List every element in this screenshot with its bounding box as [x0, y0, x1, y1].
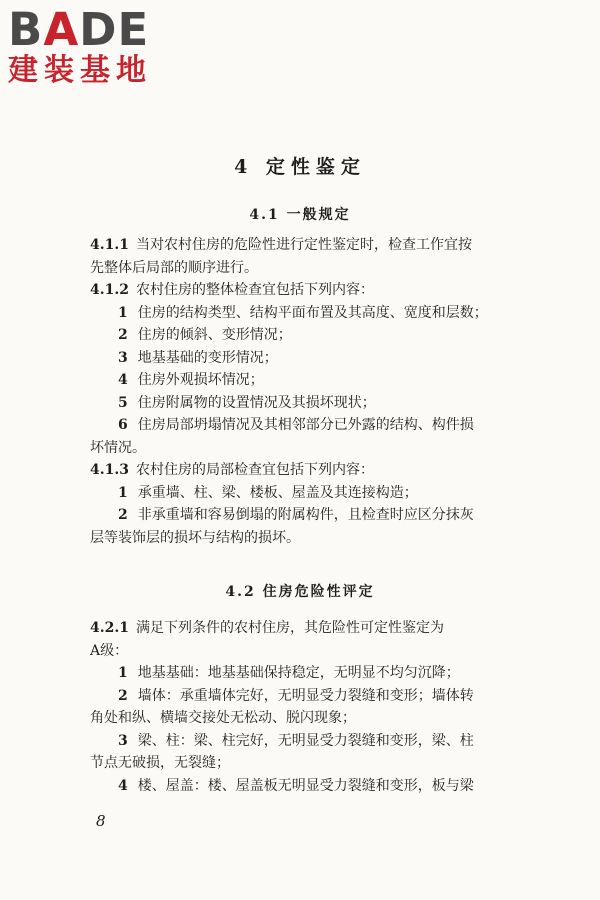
text-line [90, 707, 502, 730]
line-text: 住房外观损坏情况； [137, 372, 264, 388]
item-number: 1 [118, 304, 128, 321]
text-line [90, 257, 502, 280]
clause-number: 4.2.1 [90, 620, 129, 636]
section-heading-4-1: 4.1 一般规定 [249, 207, 351, 223]
logo-wordmark: BADE [8, 3, 150, 56]
item-number: 1 [118, 665, 128, 681]
brand-logo [8, 3, 178, 88]
item-number: 1 [118, 484, 128, 501]
text-line [90, 685, 502, 708]
item-number: 6 [118, 417, 128, 433]
item-number: 3 [118, 732, 128, 749]
line-text: 承重墙、柱、梁、楼板、屋盖及其连接构造； [137, 484, 418, 501]
line-text: 节点无破损，无裂缝； [90, 755, 230, 771]
text-line [90, 437, 502, 460]
text-line [90, 279, 502, 302]
text-line [90, 369, 502, 392]
line-text: 楼、屋盖：楼、屋盖板无明显受力裂缝和变形，板与梁 [137, 777, 474, 794]
text-line [90, 324, 502, 347]
line-text: 地基基础的变形情况； [137, 349, 278, 366]
line-text: 满足下列条件的农村住房，其危险性可定性鉴定为 [135, 620, 444, 636]
text-line [90, 662, 502, 685]
line-text: 当对农村住房的危险性进行定性鉴定时，检查工作宜按 [135, 237, 472, 253]
line-text: 角处和纵、横墙交接处无松动、脱闪现象； [90, 710, 356, 726]
line-text: 地基基础：地基基础保持稳定，无明显不均匀沉降； [137, 665, 460, 681]
text-line [90, 504, 502, 527]
line-text: A级： [90, 642, 129, 659]
item-number: 2 [118, 327, 128, 343]
text-line [90, 347, 502, 370]
clause-number: 4.1.2 [90, 282, 129, 298]
logo-subtitle: 建装基地 [8, 53, 152, 88]
text-line [90, 640, 502, 663]
line-text: 梁、柱：梁、柱完好，无明显受力裂缝和变形，梁、柱 [137, 732, 474, 749]
text-line [90, 482, 502, 505]
text-line [90, 459, 502, 482]
item-number: 4 [118, 777, 128, 794]
line-text: 非承重墙和容易倒塌的附属构件，且检查时应区分抹灰 [137, 507, 474, 523]
item-number: 2 [118, 687, 128, 704]
clause-number: 4.1.1 [90, 237, 129, 253]
text-line [90, 527, 502, 550]
text-line [90, 730, 502, 753]
clause-number: 4.1.3 [90, 462, 129, 478]
line-text: 住房附属物的设置情况及其损坏现状； [137, 394, 376, 411]
line-text: 层等装饰层的损坏与结构的损坏。 [90, 529, 300, 546]
section-body-4-2 [90, 617, 502, 797]
page-number: 8 [96, 812, 106, 830]
line-text: 先整体后局部的顺序进行。 [90, 259, 258, 276]
line-text: 住房的结构类型、结构平面布置及其高度、宽度和层数； [137, 304, 488, 321]
line-text: 坏情况。 [90, 439, 146, 456]
text-line [90, 775, 502, 798]
item-number: 4 [118, 372, 128, 388]
text-line [90, 392, 502, 415]
item-number: 5 [118, 394, 128, 411]
text-line [90, 617, 502, 640]
line-text: 住房的倾斜、变形情况； [137, 327, 292, 343]
text-line [90, 302, 502, 325]
item-number: 2 [118, 507, 128, 523]
text-line [90, 234, 502, 257]
section-body-4-1 [90, 234, 502, 549]
line-text: 农村住房的整体检查宜包括下列内容： [135, 282, 374, 298]
chapter-title: 4 定性鉴定 [234, 156, 366, 178]
item-number: 3 [118, 349, 128, 366]
text-line [90, 752, 502, 775]
line-text: 住房局部坍塌情况及其相邻部分已外露的结构、构件损 [137, 417, 474, 433]
line-text: 墙体：承重墙体完好，无明显受力裂缝和变形；墙体转 [137, 687, 474, 704]
section-heading-4-2: 4.2 住房危险性评定 [225, 584, 375, 600]
line-text: 农村住房的局部检查宜包括下列内容： [135, 462, 374, 478]
text-line [90, 414, 502, 437]
